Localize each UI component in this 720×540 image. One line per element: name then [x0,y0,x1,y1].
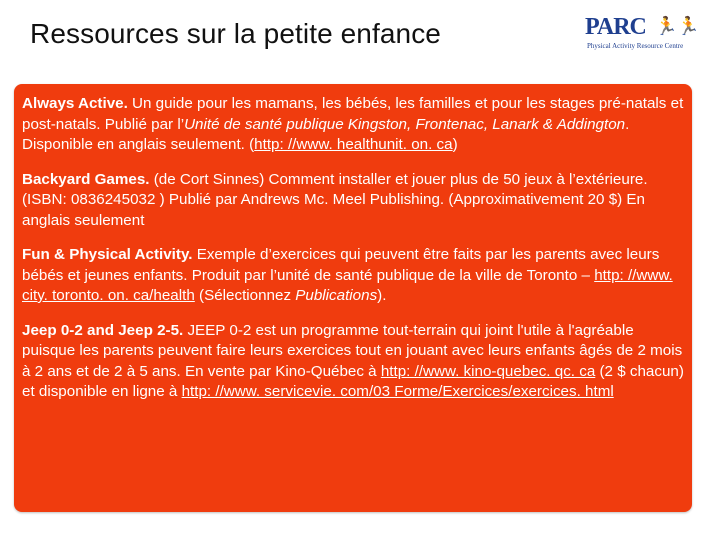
toronto-health-link[interactable]: http: //www. city. toronto. on. ca/health [22,266,673,304]
logo-tagline: Physical Activity Resource Centre [587,42,684,50]
entry-italic: Unité de santé publique Kingston, Frontenac, Lanark & Addington [184,115,626,133]
resource-list [22,94,690,417]
entry-title: Fun & Physical Activity. [22,246,193,263]
entry-text: ). [377,287,387,304]
entry-text: (Sélectionnez [194,287,296,304]
entry-text: (de Cort Sinnes) Comment installer et jouer plus de 50 jeux à l’extérieure. (ISBN: 0836245032 ) Publié par Andrews Mc. Meel Publishing. (Approximativement 20 $) En anglais seulement [22,170,648,229]
entry-text: . Disponible en anglais seulement. ( [22,115,630,153]
parc-logo [585,14,707,54]
resource-jeep [22,321,690,403]
entry-title: Jeep 0-2 and Jeep 2-5. [22,321,184,339]
resource-always-active [22,94,690,156]
resource-fun-physical-activity [22,245,690,307]
entry-text: (2 $ chacun) et disponible en ligne à [22,362,684,400]
kino-quebec-link[interactable]: http: //www. kino-quebec. qc. ca [380,362,596,380]
resource-backyard-games [22,170,690,232]
servicevie-link[interactable]: http: //www. servicevie. com/03 Forme/Exercices/exercices. html [181,383,614,400]
running-figures-icon: 🏃🏃 [655,16,700,36]
entry-text: Exemple d’exercices qui peuvent être faits par les parents avec leurs bébés et jeunes enfants. Produit par l’unité de santé publique de la ville de Toronto – [22,246,660,284]
entry-title: Always Active. [22,95,128,112]
entry-italic: Publications [295,287,378,304]
entry-text: Un guide pour les mamans, les bébés, les familles et pour les stages pré-natals et post-natals. Publié par l’ [22,95,684,133]
entry-title: Backyard Games. [22,170,150,188]
entry-text: ) [452,136,458,153]
entry-text: JEEP 0-2 est un programme tout-terrain qui joint l'utile à l'agréable puisque les parents peuvent faire leurs exercices tout en jouant avec leurs enfants âgés de 2 mois à 2 ans et de 2 à 5 ans. En vente par Kino-Québec à [22,321,683,380]
logo-wordmark: PARC [585,14,646,40]
page-title: Ressources sur la petite enfance [30,18,441,49]
healthunit-link[interactable]: http: //www. healthunit. on. ca [254,136,453,153]
